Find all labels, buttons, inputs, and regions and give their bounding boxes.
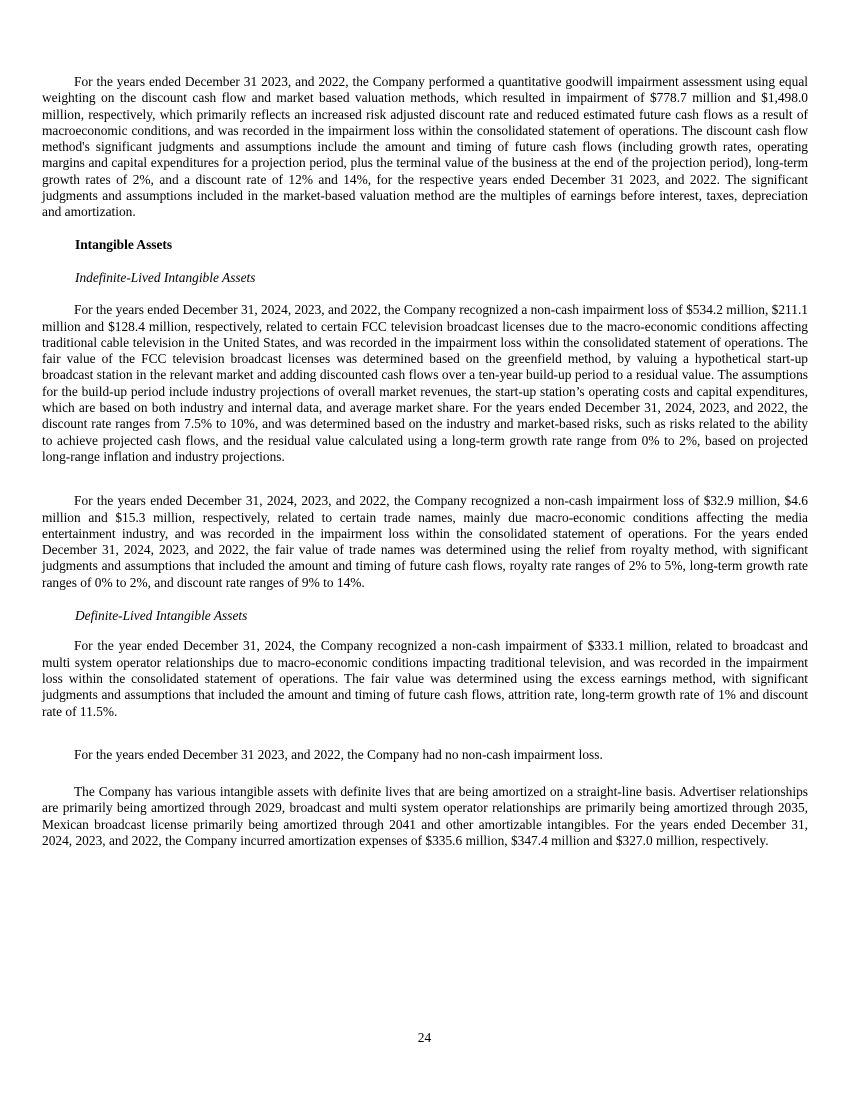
paragraph-trade-names-impairment: For the years ended December 31, 2024, 2023, and 2022, the Company recognized a non-cash impairment loss of $32.9 million, $4.6 million and $15.3 million, respectively, related to certain trade names, mainly due macro-economic conditions affecting the media entertainment industry, and was recorded in the impairment loss within the consolidated statement of operations. For the years ended December 31, 2024, 2023, and 2022, the fair value of trade names was determined using the relief from royalty method, with significant judgments and assumptions that included the amount and timing of future cash flows, royalty rate ranges of 2% to 5%, long-term growth rate ranges of 0% to 2%, and discount rate ranges of 9% to 14%.: [42, 493, 808, 590]
paragraph-definite-lived-impairment: For the year ended December 31, 2024, the Company recognized a non-cash impairment of $333.1 million, related to broadcast and multi system operator relationships due to macro-economic conditions impacting traditional television, and was recorded in the impairment loss within the consolidated statement of operations. The fair value was determined using the excess earnings method, with significant judgments and assumptions that included the amount and timing of future cash flows, attrition rate, long-term growth rate of 1% and discount rate of 11.5%.: [42, 638, 808, 719]
heading-definite-lived-intangible-assets: Definite-Lived Intangible Assets: [75, 608, 248, 624]
paragraph-amortization: The Company has various intangible assets with definite lives that are being amortized on a straight-line basis. Advertiser relationships are primarily being amortized through 2029, broadcast and multi system operator relationships are primarily being amortized through 2035, Mexican broadcast license primarily being amortized through 2041 and other amortizable intangibles. For the years ended December 31, 2024, 2023, and 2022, the Company incurred amortization expenses of $335.6 million, $347.4 million and $327.0 million, respectively.: [42, 784, 808, 848]
paragraph-goodwill-impairment: For the years ended December 31 2023, and 2022, the Company performed a quantitative goodwill impairment assessment using equal weighting on the discount cash flow and market based valuation methods, which resulted in impairment of $778.7 million and $1,498.0 million, respectively, which primarily reflects an increased risk adjusted discount rate and reduced estimated future cash flows as a result of macroeconomic conditions, and was recorded in the impairment loss within the consolidated statement of operations. The discount cash flow method's significant judgments and assumptions include the amount and timing of future cash flows (including growth rates, operating margins and capital expenditures for a projection period, plus the terminal value of the business at the end of the projection period), long-term growth rates of 2%, and a discount rate of 12% and 14%, for the respective years ended December 31 2023, and 2022. The significant judgments and assumptions included in the market-based valuation method are the multiples of earnings before interest, taxes, depreciation and amortization.: [42, 74, 808, 220]
paragraph-fcc-broadcast-licenses: For the years ended December 31, 2024, 2023, and 2022, the Company recognized a non-cash impairment loss of $534.2 million, $211.1 million and $128.4 million, respectively, related to certain FCC television broadcast licenses due to the macro-economic conditions affecting traditional cable television in the United States, and was recorded in the impairment loss within the consolidated statement of operations. The fair value of the FCC television broadcast licenses was determined based on the greenfield method, by valuing a hypothetical start-up broadcast station in the relevant market and adding discounted cash flows over a ten-year build-up period to a residual value. The assumptions for the build-up period include industry projections of overall market revenues, the start-up station’s operating costs and capital expenditures, which are based on both industry and internal data, and average market share. For the years ended December 31, 2024, 2023, and 2022, the discount rate ranges from 7.5% to 10%, and was determined based on the industry and market-based risks, such as risks related to the ability to achieve projected cash flows, and the residual value calculated using a long-term growth rate range from 0% to 2%, based on projected long-range inflation and industry projections.: [42, 302, 808, 464]
heading-indefinite-lived-intangible-assets: Indefinite-Lived Intangible Assets: [75, 269, 256, 285]
page-body: [42, 74, 808, 865]
heading-intangible-assets: Intangible Assets: [75, 236, 173, 252]
paragraph-no-impairment: For the years ended December 31 2023, and 2022, the Company had no non-cash impairment loss.: [74, 746, 603, 762]
page-number: 24: [417, 1030, 432, 1045]
